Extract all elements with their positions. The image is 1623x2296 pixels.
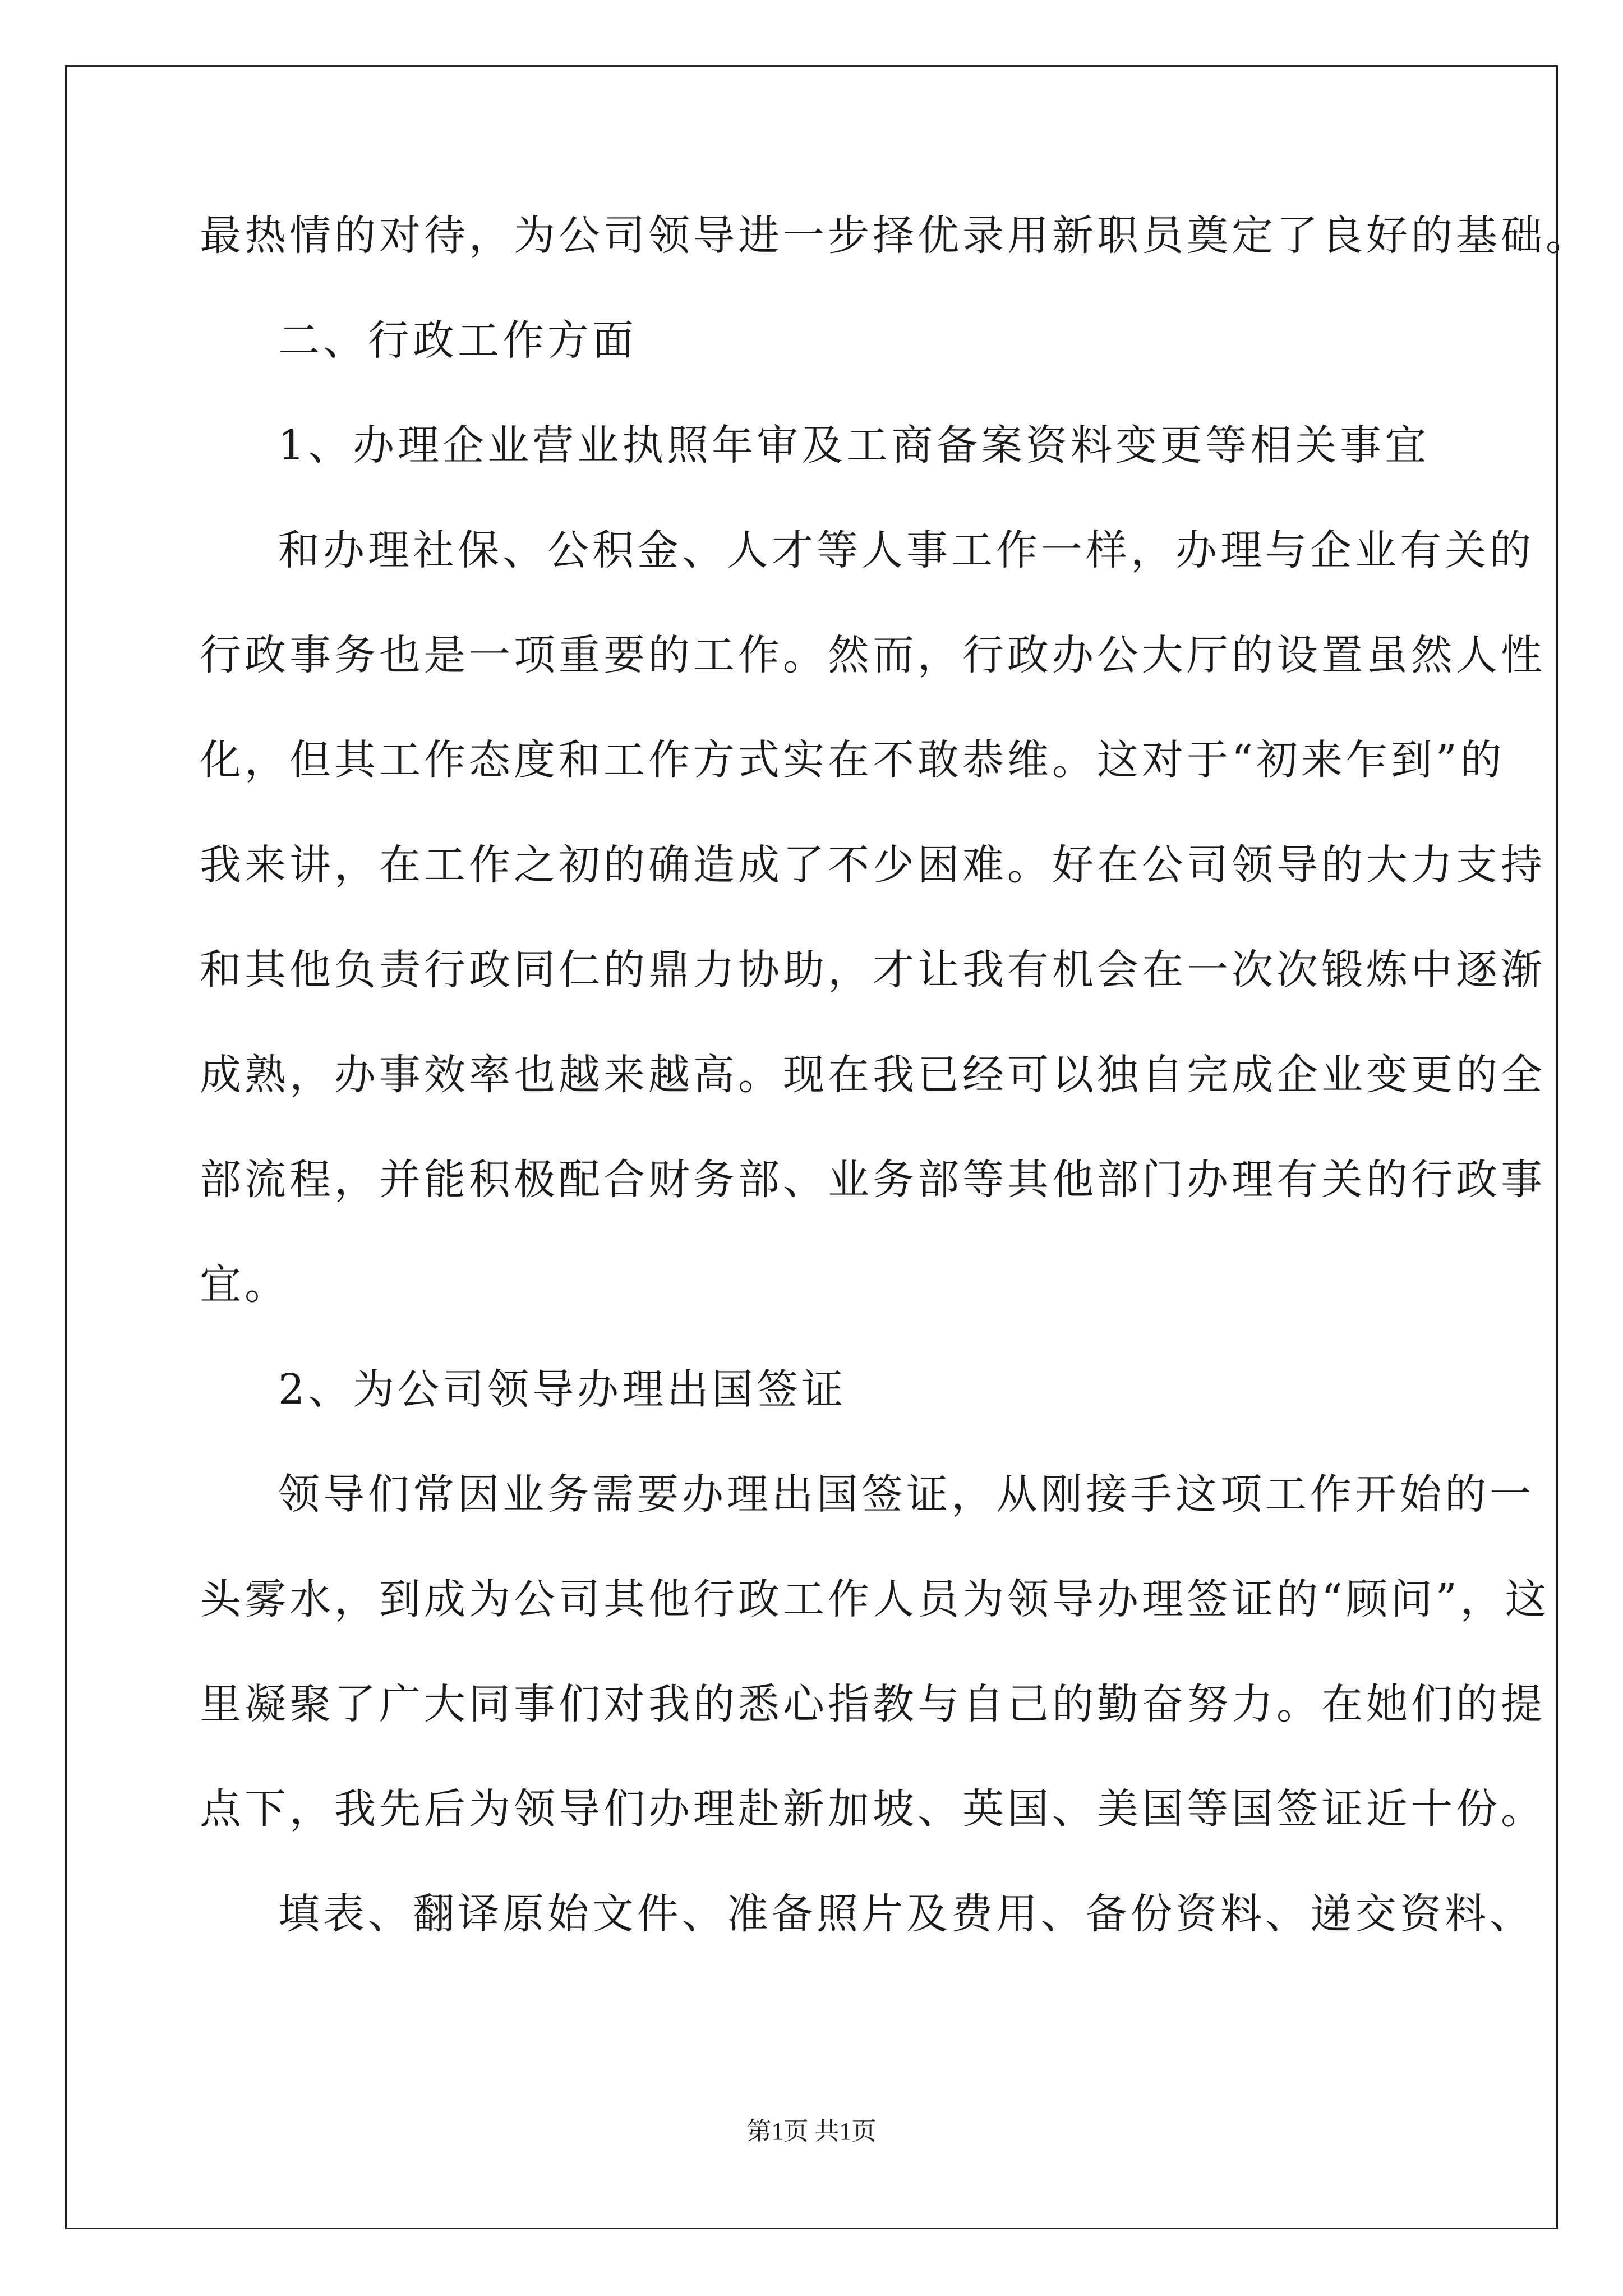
paragraph-line: 和其他负责行政同仁的鼎力协助，才让我有机会在一次次锻炼中逐渐 [200,946,1546,994]
subsection-heading: 2、为公司领导办理出国签证 [278,1365,847,1414]
paragraph-line: 宜。 [200,1260,289,1309]
subsection-heading: 1、办理企业营业执照年审及工商备案资料变更等相关事宜 [278,421,1430,470]
paragraph-line: 成熟，办事效率也越来越高。现在我已经可以独自完成企业变更的全 [200,1051,1546,1099]
paragraph-line: 化，但其工作态度和工作方式实在不敢恭维。这对于“初来乍到”的 [200,736,1505,784]
section-heading: 二、行政工作方面 [278,316,637,365]
paragraph-line: 和办理社保、公积金、人才等人事工作一样，办理与企业有关的 [278,526,1534,574]
paragraph-line: 头雾水，到成为公司其他行政工作人员为领导办理签证的“顾问”，这 [200,1575,1550,1623]
paragraph-line: 领导们常因业务需要办理出国签证，从刚接手这项工作开始的一 [278,1470,1534,1519]
paragraph-line: 填表、翻译原始文件、准备照片及费用、备份资料、递交资料、 [278,1890,1534,1938]
paragraph-line: 部流程，并能积极配合财务部、业务部等其他部门办理有关的行政事 [200,1156,1546,1204]
page-number-footer: 第1页 共1页 [746,2118,877,2145]
paragraph-line: 我来讲，在工作之初的确造成了不少困难。好在公司领导的大力支持 [200,841,1546,889]
paragraph-line: 行政事务也是一项重要的工作。然而，行政办公大厅的设置虽然人性 [200,631,1546,679]
paragraph-line: 里凝聚了广大同事们对我的悉心指教与自己的勤奋努力。在她们的提 [200,1680,1546,1728]
paragraph-line: 最热情的对待，为公司领导进一步择优录用新职员奠定了良好的基础。 [200,211,1590,260]
paragraph-line: 点下，我先后为领导们办理赴新加坡、英国、美国等国签证近十份。 [200,1785,1546,1833]
